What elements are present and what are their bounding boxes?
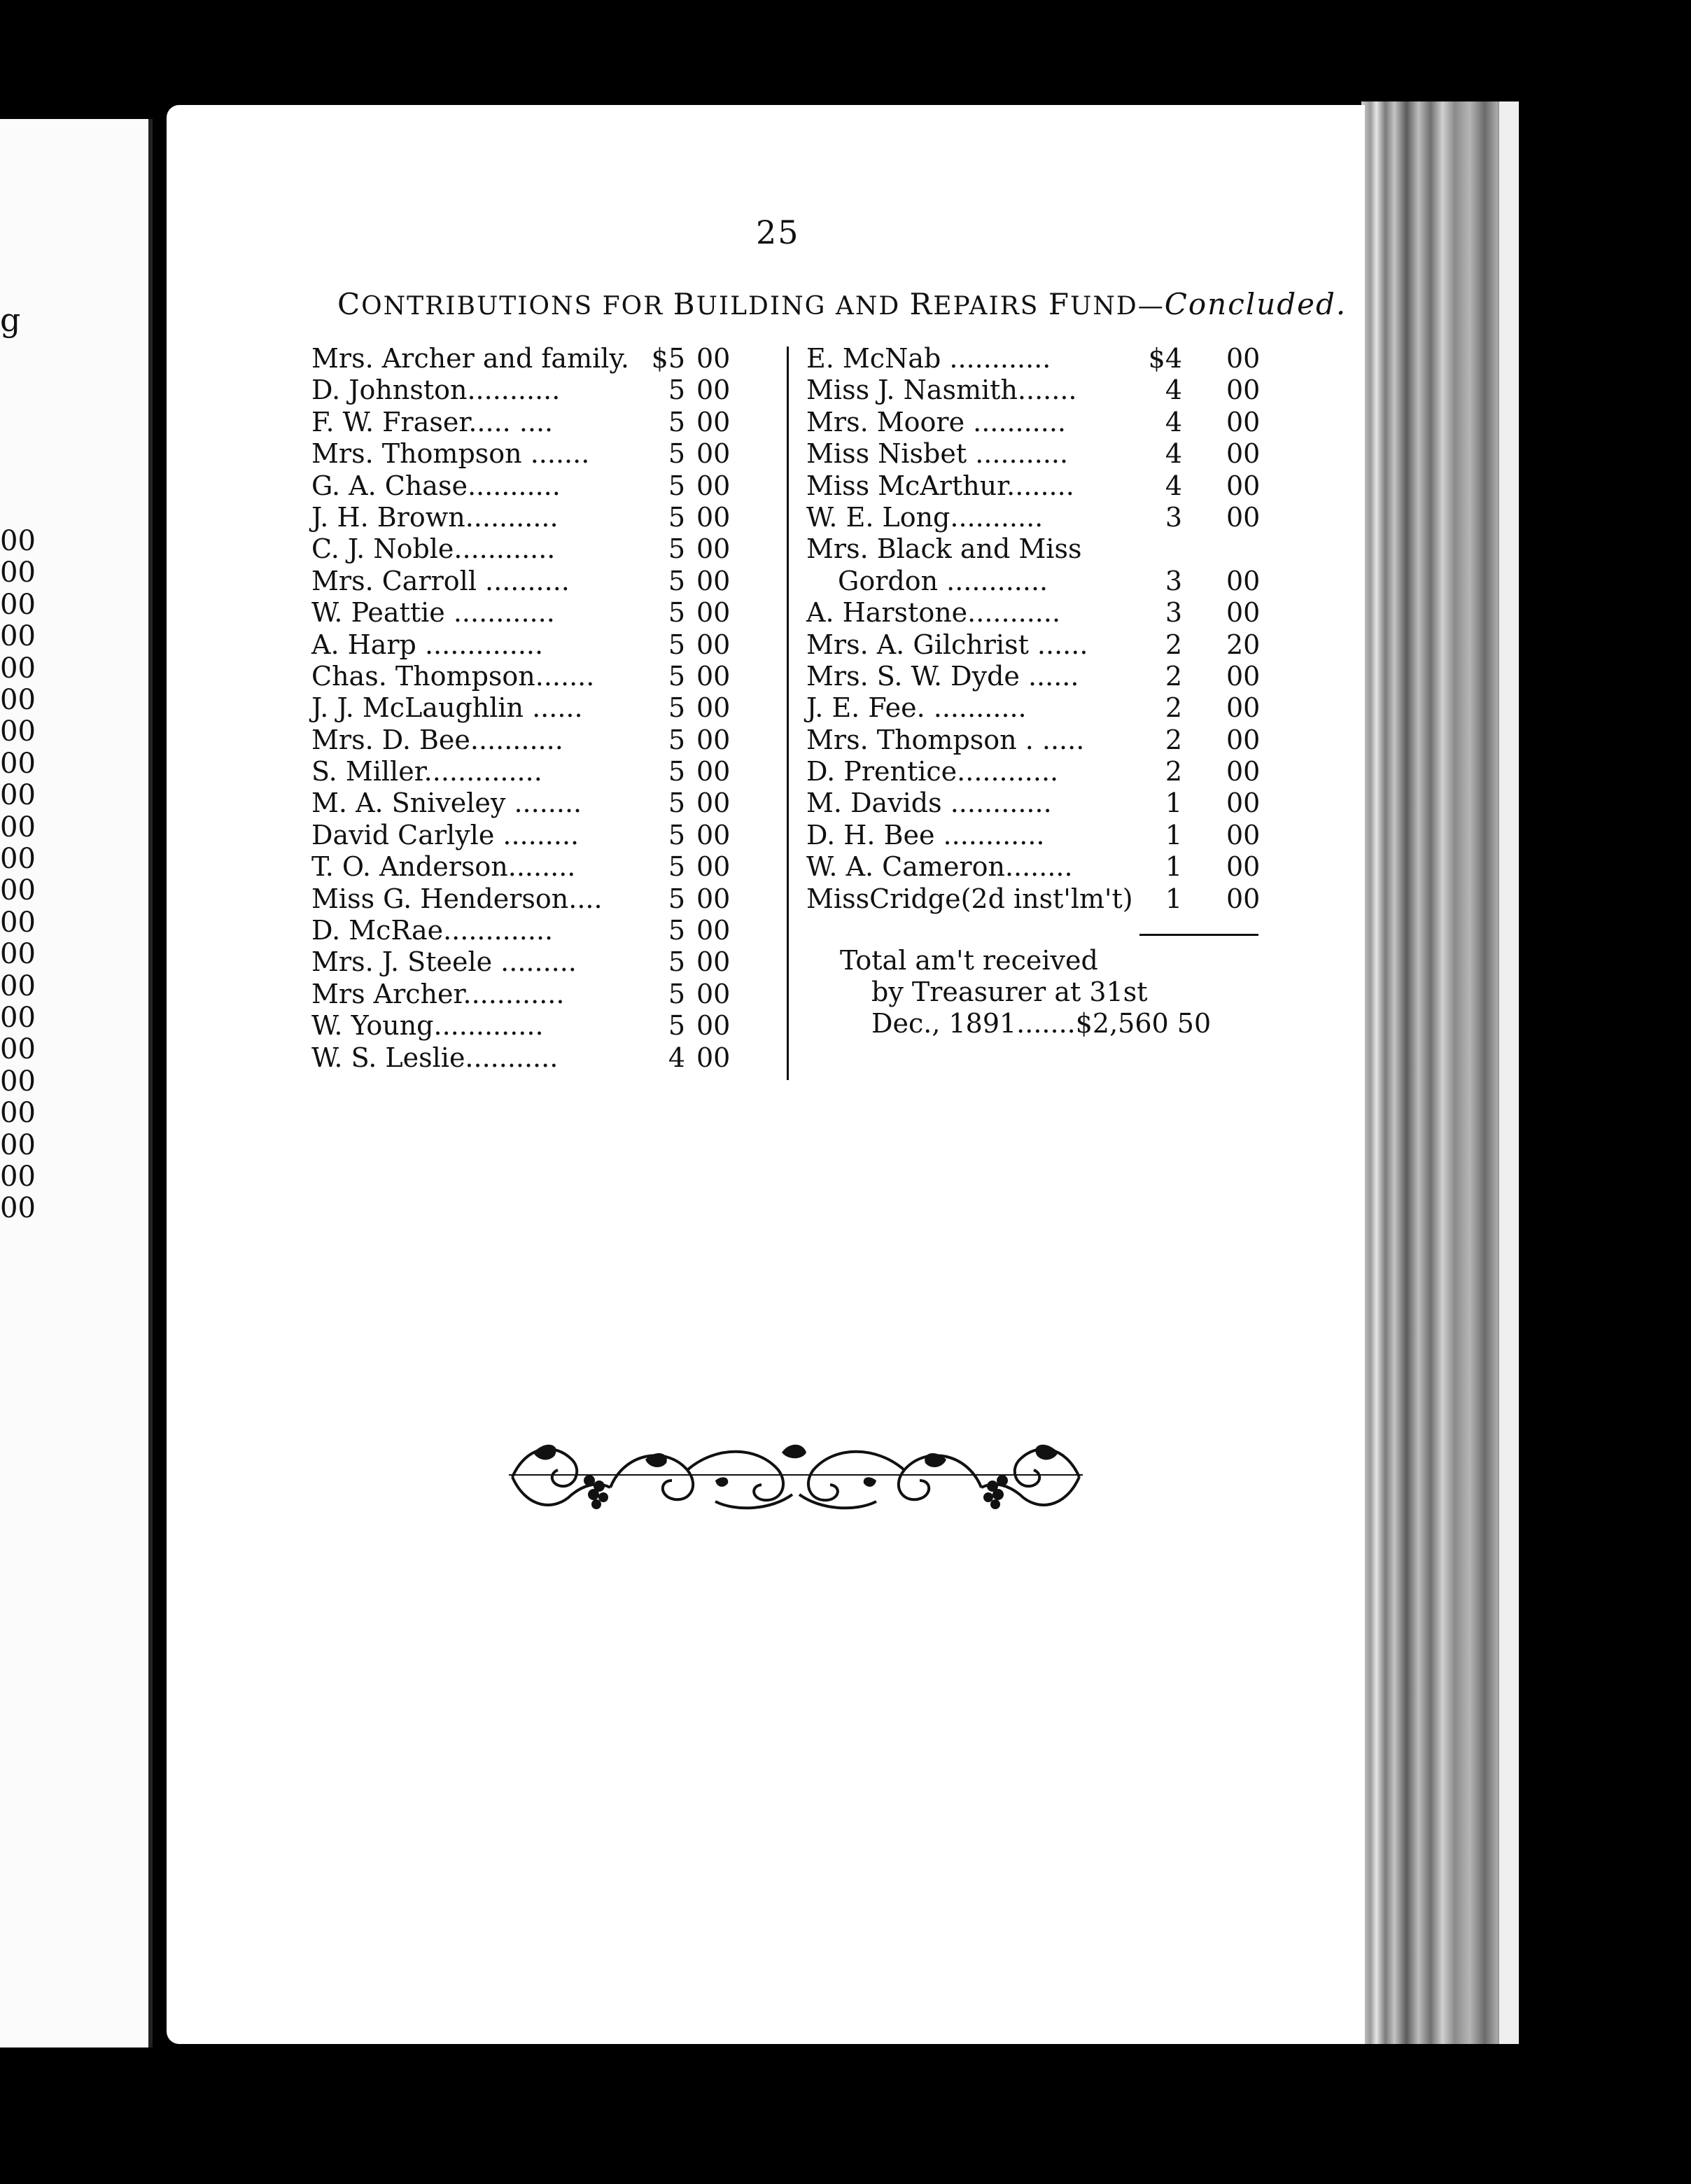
amount-cents: 00: [696, 438, 731, 470]
book-fore-edge: [1361, 102, 1512, 2044]
amount-cents: 00: [1226, 756, 1261, 788]
amount-dollars: 5: [668, 374, 685, 406]
amount-cents: 00: [1226, 660, 1261, 692]
amount-cents: 00: [696, 1042, 731, 1073]
heading-concluded: Concluded.: [1164, 287, 1347, 321]
contribution-row: [806, 629, 1268, 661]
previous-page-fragment: 00: [0, 715, 36, 748]
column-divider: [787, 346, 789, 1080]
contribution-row: [311, 566, 766, 597]
previous-page-fragment: 00: [0, 556, 36, 589]
contribution-row: [806, 661, 1268, 692]
contributor-name: A. Harstone...........: [806, 597, 1061, 629]
amount-cents: 00: [696, 915, 731, 946]
amount-cents: 00: [696, 533, 731, 565]
amount-dollars: 5: [668, 724, 685, 755]
heading-cap-2: B: [673, 287, 696, 321]
contributions-right-column: [806, 343, 1268, 915]
amount-dollars: 5: [668, 533, 685, 565]
contributor-name: Miss Nisbet ...........: [806, 438, 1069, 470]
contributor-name: J. J. McLaughlin ......: [311, 692, 583, 724]
contribution-row: [311, 374, 766, 406]
amount-dollars: 3: [1165, 565, 1182, 596]
page-number: 25: [756, 214, 800, 251]
previous-page-fragment: 00: [0, 620, 36, 653]
amount-dollars: 5: [668, 501, 685, 533]
amount-cents: 00: [1226, 343, 1261, 374]
amount-dollars: 5: [668, 788, 685, 819]
amount-cents: 00: [696, 470, 731, 501]
contribution-row: [311, 343, 766, 374]
previous-page-fragment: 00: [0, 811, 36, 844]
amount-dollars: 5: [668, 470, 685, 501]
contribution-row: [311, 597, 766, 629]
contributor-name: D. Prentice............: [806, 756, 1059, 788]
amount-dollars: 5: [668, 915, 685, 946]
amount-cents: 00: [1226, 374, 1261, 406]
contributor-name: C. J. Noble............: [311, 533, 556, 565]
contribution-row: [806, 438, 1268, 470]
heading-cap-4: F: [1048, 287, 1071, 321]
amount-dollars: 3: [1165, 597, 1182, 629]
contributor-name: W. E. Long...........: [806, 501, 1044, 533]
previous-page-fragment: 00: [0, 1097, 36, 1130]
amount-dollars: 5: [668, 756, 685, 788]
contributor-name: D. H. Bee ............: [806, 819, 1045, 850]
contributor-name: J. H. Brown...........: [311, 501, 559, 533]
amount-cents: 00: [696, 946, 731, 978]
contribution-row: [806, 756, 1268, 788]
amount-cents: 00: [1226, 819, 1261, 850]
contributor-name: M. A. Sniveley ........: [311, 788, 582, 819]
amount-cents: 00: [696, 660, 731, 692]
contributor-name: Mrs. D. Bee...........: [311, 724, 563, 755]
contribution-row: [806, 597, 1268, 629]
contributor-name: W. A. Cameron........: [806, 851, 1073, 883]
contributor-name: Chas. Thompson.......: [311, 660, 595, 692]
contributor-name: Mrs. Carroll ..........: [311, 565, 570, 596]
amount-dollars: 5: [668, 629, 685, 660]
amount-dollars: 1: [1165, 883, 1182, 914]
contributor-name: F. W. Fraser..... ....: [311, 406, 554, 438]
contributions-left-column: [311, 343, 766, 1074]
heading-cap-1: C: [337, 287, 362, 321]
contribution-row: [311, 724, 766, 756]
amount-cents: 00: [696, 724, 731, 755]
amount-dollars: 2: [1165, 692, 1182, 724]
amount-cents: 00: [696, 597, 731, 629]
previous-page-fragment: 00: [0, 906, 36, 939]
amount-cents: 00: [696, 629, 731, 660]
amount-dollars: 5: [668, 851, 685, 883]
contributor-name: Miss J. Nasmith.......: [806, 374, 1077, 406]
amount-dollars: 5: [668, 438, 685, 470]
contributor-name: J. E. Fee. ...........: [806, 692, 1027, 724]
amount-dollars: 5: [668, 978, 685, 1009]
contribution-row: [311, 820, 766, 851]
amount-dollars: 5: [668, 597, 685, 629]
contributor-name: A. Harp ..............: [311, 629, 544, 660]
contributor-name: W. Young.............: [311, 1010, 544, 1042]
contribution-row: [311, 1010, 766, 1042]
amount-cents: 00: [696, 851, 731, 883]
amount-cents: 00: [696, 756, 731, 788]
amount-dollars: 5: [668, 946, 685, 978]
contribution-row: [311, 946, 766, 978]
contributor-name: Mrs. J. Steele .........: [311, 946, 577, 978]
contributor-name: W. Peattie ............: [311, 597, 555, 629]
contribution-row: [311, 883, 766, 915]
contribution-row: [311, 661, 766, 692]
amount-dollars: 2: [1165, 724, 1182, 755]
contribution-row: [806, 724, 1268, 756]
contribution-row: [311, 407, 766, 438]
contributor-name: G. A. Chase...........: [311, 470, 561, 501]
contribution-row: [806, 407, 1268, 438]
contribution-row: [806, 502, 1268, 533]
previous-page-fragment: g: [0, 301, 21, 339]
amount-cents: 00: [1226, 692, 1261, 724]
contribution-row: [806, 374, 1268, 406]
contribution-row: [311, 979, 766, 1010]
contribution-row: [311, 502, 766, 533]
total-rule: [1139, 934, 1258, 936]
page-heading: [337, 287, 1347, 321]
amount-cents: 00: [1226, 406, 1261, 438]
contribution-row: [806, 788, 1268, 819]
contribution-row: [311, 756, 766, 788]
heading-text-4: UND—: [1070, 292, 1165, 321]
previous-page-edge: [0, 119, 153, 2047]
total-line-2: by Treasurer at 31st: [871, 976, 1148, 1007]
contributor-name: D. Johnston...........: [311, 374, 561, 406]
previous-page-fragment: 00: [0, 874, 36, 907]
contribution-row: [806, 820, 1268, 851]
previous-page-fragment: 00: [0, 1033, 36, 1066]
contribution-row: [311, 851, 766, 883]
contributor-name: M. Davids ............: [806, 788, 1052, 819]
previous-page-fragment: 00: [0, 1002, 36, 1034]
amount-cents: 00: [1226, 724, 1261, 755]
contributor-name: Mrs. Thompson . .....: [806, 724, 1085, 755]
contributor-name: S. Miller..............: [311, 756, 542, 788]
amount-cents: 00: [696, 1010, 731, 1042]
amount-dollars: 4: [1165, 406, 1182, 438]
amount-cents: 00: [1226, 788, 1261, 819]
amount-cents: 20: [1226, 629, 1261, 660]
amount-dollars: 5: [668, 883, 685, 914]
amount-cents: 00: [696, 978, 731, 1009]
amount-dollars: $5: [651, 343, 685, 374]
contribution-row: [311, 533, 766, 565]
contribution-row: [311, 915, 766, 946]
contributor-name: Mrs. Thompson .......: [311, 438, 590, 470]
amount-dollars: 2: [1165, 756, 1182, 788]
contributor-name: E. McNab ............: [806, 343, 1051, 374]
previous-page-fragment: 00: [0, 1192, 36, 1225]
contribution-row: [806, 566, 1268, 597]
amount-dollars: 5: [668, 819, 685, 850]
amount-cents: 00: [696, 343, 731, 374]
amount-cents: 00: [1226, 851, 1261, 883]
contribution-row: [311, 788, 766, 819]
contributor-name: Mrs. Black and Miss: [806, 533, 1082, 565]
amount-dollars: $4: [1148, 343, 1182, 374]
amount-dollars: 3: [1165, 501, 1182, 533]
amount-cents: 00: [696, 406, 731, 438]
amount-dollars: 5: [668, 660, 685, 692]
amount-cents: 00: [696, 819, 731, 850]
previous-page-fragment: 00: [0, 1161, 36, 1193]
previous-page-fragment: 00: [0, 1128, 36, 1161]
amount-dollars: 1: [1165, 819, 1182, 850]
amount-cents: 00: [696, 883, 731, 914]
previous-page-fragment: 00: [0, 652, 36, 685]
contribution-row: [311, 692, 766, 724]
contributor-name: Mrs. S. W. Dyde ......: [806, 660, 1079, 692]
contributor-name: Mrs. Moore ...........: [806, 406, 1067, 438]
contributor-name: D. McRae.............: [311, 915, 554, 946]
heading-cap-3: R: [909, 287, 934, 321]
contribution-row: [806, 692, 1268, 724]
amount-dollars: 2: [1165, 660, 1182, 692]
heading-text-3: EPAIRS: [933, 292, 1048, 321]
heading-text-1: ONTRIBUTIONS FOR: [361, 292, 673, 321]
contributor-name: David Carlyle .........: [311, 819, 580, 850]
contributor-name: Miss G. Henderson....: [311, 883, 603, 914]
amount-cents: 00: [1226, 883, 1261, 914]
previous-page-fragment: 00: [0, 779, 36, 812]
previous-page-fragment: 00: [0, 1065, 36, 1098]
amount-dollars: 5: [668, 692, 685, 724]
contribution-row: [311, 470, 766, 502]
amount-cents: 00: [696, 788, 731, 819]
amount-dollars: 1: [1165, 788, 1182, 819]
contribution-row: [311, 438, 766, 470]
contributor-name: MissCridge(2d inst'lm't): [806, 883, 1133, 914]
amount-cents: 00: [696, 501, 731, 533]
contributor-name: Mrs. A. Gilchrist ......: [806, 629, 1088, 660]
amount-cents: 00: [1226, 597, 1261, 629]
previous-page-fragment: 00: [0, 684, 36, 716]
total-line-3: Dec., 1891.......$2,560 50: [871, 1008, 1212, 1039]
amount-dollars: 5: [668, 1010, 685, 1042]
amount-dollars: 2: [1165, 629, 1182, 660]
amount-cents: 00: [1226, 501, 1261, 533]
amount-cents: 00: [696, 565, 731, 596]
amount-dollars: 4: [1165, 438, 1182, 470]
previous-page-fragment: 00: [0, 938, 36, 971]
amount-dollars: 4: [1165, 374, 1182, 406]
total-block: [840, 945, 1211, 1040]
total-line-1: Total am't received: [840, 945, 1098, 976]
amount-dollars: 4: [668, 1042, 685, 1073]
previous-page-fragment: 00: [0, 525, 36, 557]
amount-dollars: 4: [1165, 470, 1182, 501]
contributor-name: T. O. Anderson........: [311, 851, 576, 883]
previous-page-fragment: 00: [0, 747, 36, 780]
contribution-row: [311, 629, 766, 661]
contribution-row: [806, 533, 1268, 565]
contributor-name: Miss McArthur........: [806, 470, 1074, 501]
heading-text-2: UILDING AND: [696, 292, 910, 321]
contribution-row: [806, 470, 1268, 502]
contributor-name: Gordon ............: [838, 565, 1048, 596]
amount-cents: 00: [696, 374, 731, 406]
floral-vine-ornament-icon: [505, 1432, 1086, 1522]
previous-page-fragment: 00: [0, 588, 36, 621]
amount-cents: 00: [696, 692, 731, 724]
contribution-row: [311, 1042, 766, 1074]
amount-cents: 00: [1226, 438, 1261, 470]
contributor-name: Mrs. Archer and family.: [311, 343, 629, 374]
previous-page-fragment: 00: [0, 969, 36, 1002]
contribution-row: [806, 851, 1268, 883]
amount-cents: 00: [1226, 565, 1261, 596]
amount-dollars: 5: [668, 565, 685, 596]
contribution-row: [806, 883, 1268, 915]
previous-page-fragment: 00: [0, 843, 36, 875]
amount-dollars: 5: [668, 406, 685, 438]
amount-cents: 00: [1226, 470, 1261, 501]
contributor-name: W. S. Leslie...........: [311, 1042, 559, 1073]
contribution-row: [806, 343, 1268, 374]
amount-dollars: 1: [1165, 851, 1182, 883]
contributor-name: Mrs Archer............: [311, 978, 565, 1009]
